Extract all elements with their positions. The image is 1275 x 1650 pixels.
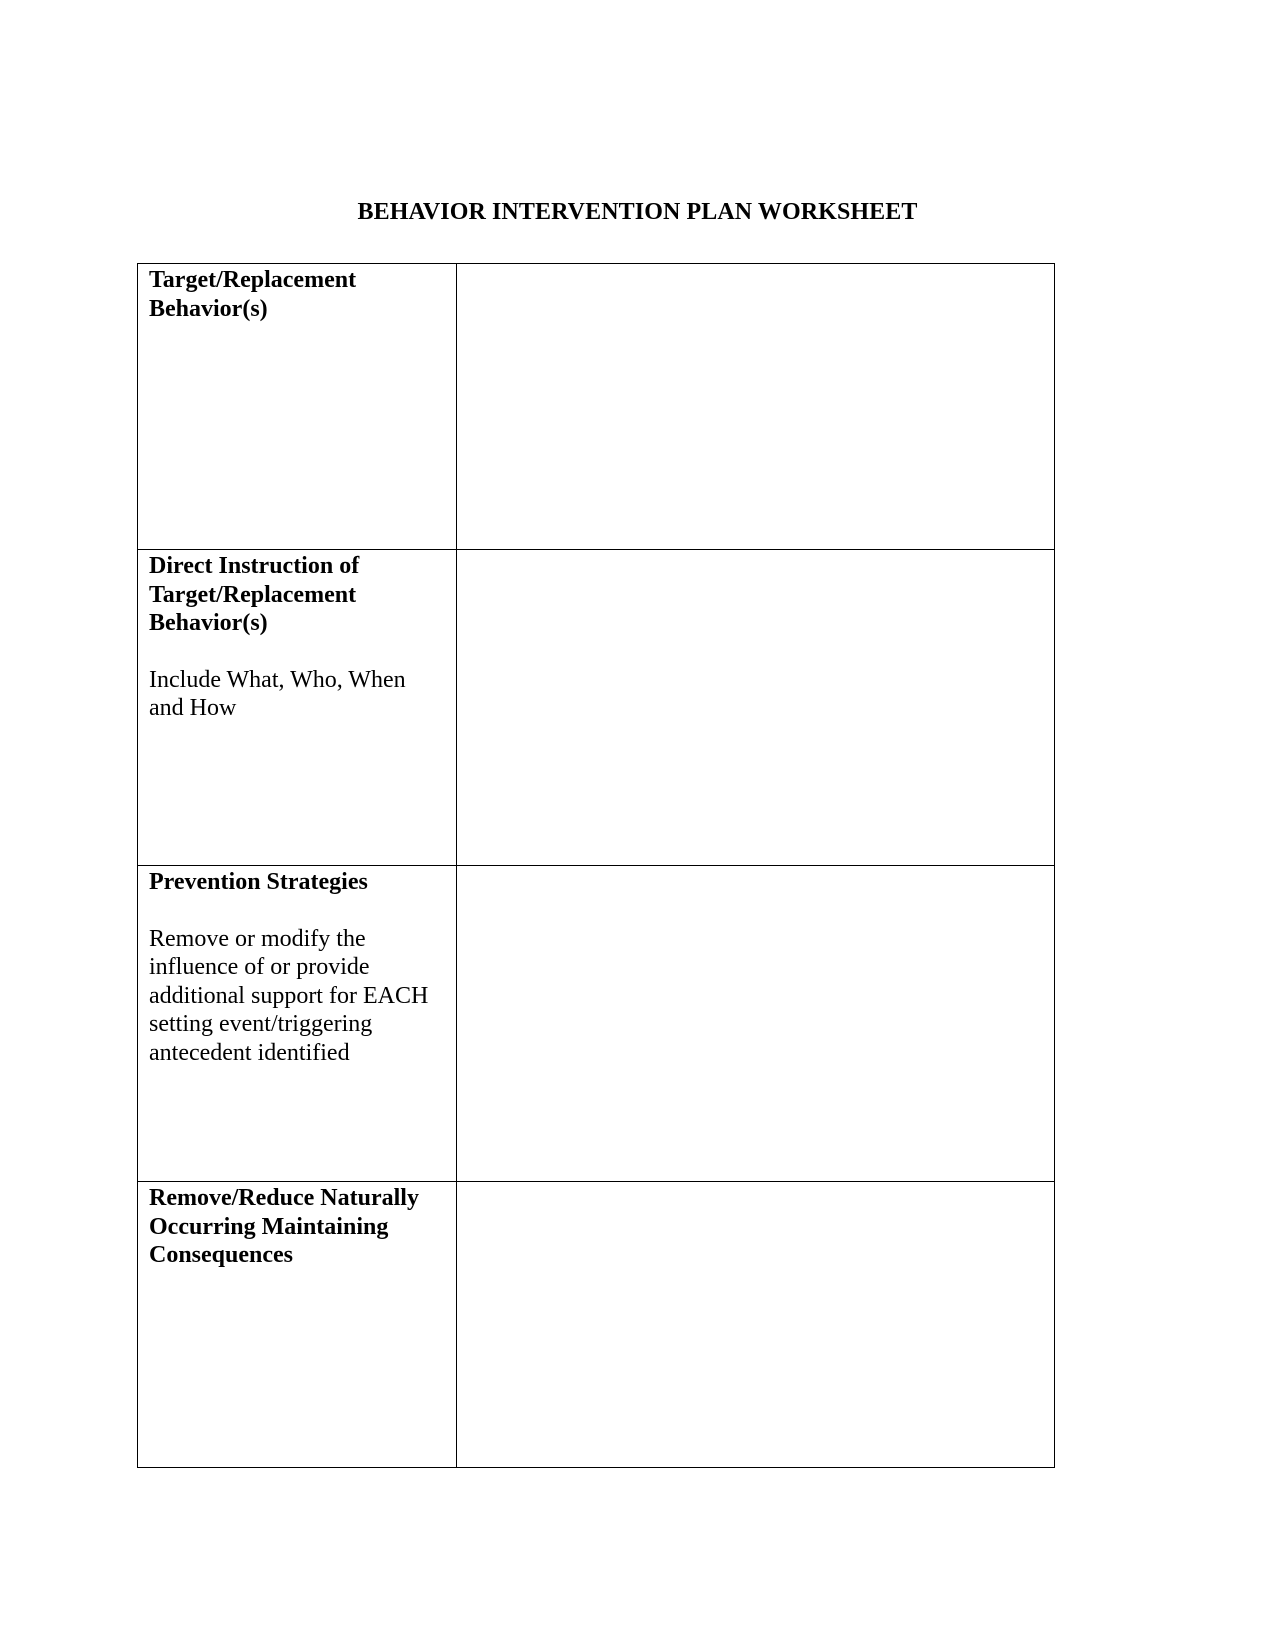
row-label-cell [138,1182,457,1468]
table-row [138,1182,1055,1468]
row-instructions: Include What, Who, When and How [149,666,406,721]
row-label-cell [138,264,457,550]
row-heading: Target/Replacement Behavior(s) [149,267,357,322]
row-heading: Remove/Reduce Naturally Occurring Maintaining Consequences [149,1185,419,1268]
row-heading: Prevention Strategies [149,869,368,895]
response-area-prevention-strategies[interactable] [457,866,1055,1182]
page-title: BEHAVIOR INTERVENTION PLAN WORKSHEET [357,199,918,225]
table-row [138,264,1055,550]
row-label-cell [138,866,457,1182]
table-row [138,866,1055,1182]
row-instructions: Remove or modify the influence of or provide additional support for EACH setting event/triggering antecedent identified [149,925,429,1066]
response-area-direct-instruction[interactable] [457,550,1055,866]
worksheet-table [137,263,1055,1468]
row-label-cell [138,550,457,866]
response-area-maintaining-consequences[interactable] [457,1182,1055,1468]
response-area-target-replacement-behavior[interactable] [457,264,1055,550]
row-heading: Direct Instruction of Target/Replacement Behavior(s) [149,553,360,636]
table-row [138,550,1055,866]
